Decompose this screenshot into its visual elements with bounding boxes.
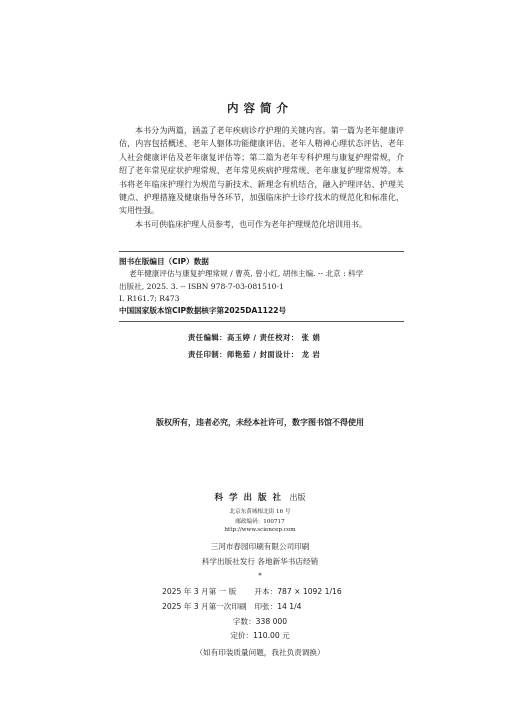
intro-body xyxy=(119,124,404,231)
printer-line: 三河市春园印刷有限公司印刷 xyxy=(210,542,310,551)
publisher-address: 北京东黄城根北街 16 号 xyxy=(229,509,291,515)
print-date: 2025 年 3 月第一次印刷 xyxy=(162,602,247,611)
copyright-notice: 版权所有，违者必究，未经本社许可，数字图书馆不得使用 xyxy=(156,418,364,427)
editor-name: 张 娟 xyxy=(301,333,321,342)
cip-line: 中国国家版本馆CIP数据核字第2025DA1122号 xyxy=(119,306,287,316)
publisher-website: http://www.sciencep.com xyxy=(224,527,296,533)
price: 定价：110.00 元 xyxy=(230,631,290,640)
publisher-suffix: 出版 xyxy=(289,493,306,502)
cip-line: Ⅰ. R161.7; R473 xyxy=(119,293,180,303)
cip-heading: 图书在版编目（CIP）数据 xyxy=(119,257,209,266)
publisher-name: 科学出版社 xyxy=(214,493,287,503)
publisher-postcode: 邮政编码：100717 xyxy=(235,519,285,525)
intro-paragraph: 本书可供临床护理人员参考，也可作为老年护理规范化培训用书。 xyxy=(135,219,367,229)
edition-date: 2025 年 3 月第 一 版 xyxy=(162,587,237,596)
cip-line: 出版社, 2025. 3. -- ISBN 978-7-03-081510-1 xyxy=(119,281,284,291)
cip-line: 老年健康评估与康复护理常规 / 曹英, 曾小红, 胡伟主编. -- 北京 : 科学 xyxy=(129,269,364,279)
editor-label: 责任编辑：高玉婷 / 责任校对： xyxy=(188,333,299,342)
cip-data-block xyxy=(119,251,404,322)
edition-row xyxy=(162,601,302,612)
quality-notice: （如有印装质量问题，我社负责调换） xyxy=(195,648,325,657)
intro-title: 内容简介 xyxy=(227,101,293,115)
edition-row xyxy=(162,586,342,597)
editor-name: 龙 岩 xyxy=(301,350,321,359)
distributor-line: 科学出版社发行 各地新华书店经销 xyxy=(201,557,319,566)
intro-paragraph: 本书分为两篇，涵盖了老年疾病诊疗护理的关键内容。第一篇为老年健康评估，内容包括概述、老年人躯体功能健康评估、老年人精神心理状态评估、老年人社会健康评估及老年康复评估等；第二篇为老年专科护理与康复护理常规，介绍了老年常见症状护理常规、老年常见疾病护理常规、老年康复护理常规等。本书将老年临床护理行为规范与新技术、新理念有机结合，融入护理评估、护理关键点、护理措施及健康指导各环节，加强临床护士诊疗技术的规范化和标准化，实用性强。 xyxy=(119,126,404,216)
editor-label: 责任印制：师艳茹 / 封面设计： xyxy=(188,350,299,359)
word-count: 字数：338 000 xyxy=(232,617,288,626)
print-sheets: 印张：14 1/4 xyxy=(254,602,302,611)
publisher-line xyxy=(0,491,520,503)
separator-star: * xyxy=(258,572,262,580)
page-format: 开本：787 × 1092 1/16 xyxy=(254,587,342,596)
